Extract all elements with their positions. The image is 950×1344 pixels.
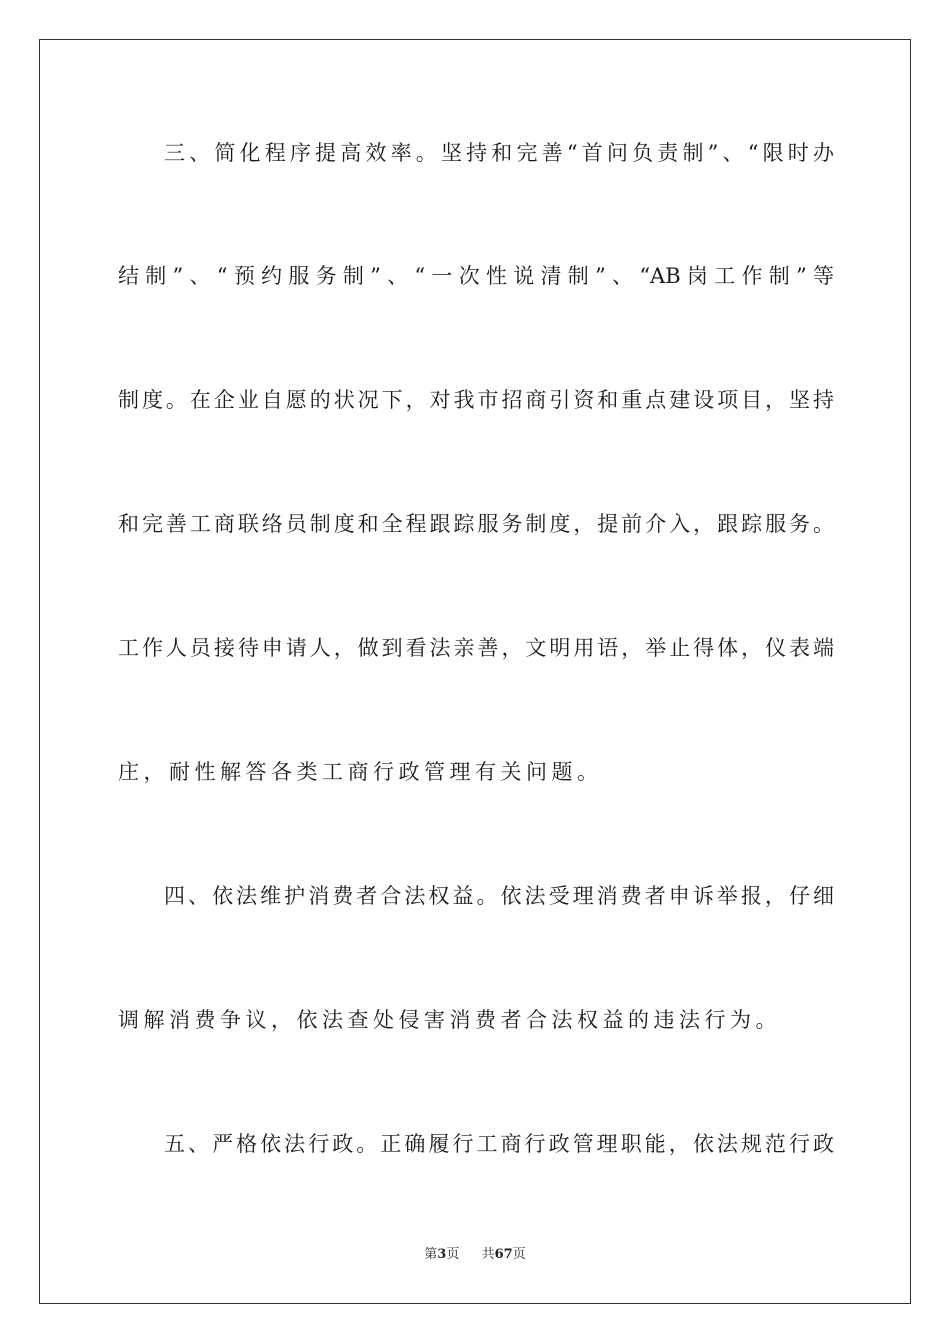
paragraph-line: 庄，耐性解答各类工商行政管理有关问题。 (118, 760, 603, 784)
total-pages-label (482, 1246, 526, 1264)
total-suffix: 页 (512, 1247, 526, 1262)
total-prefix: 共 (481, 1247, 495, 1262)
page-number: 3 (437, 1247, 447, 1262)
paragraph-line: 四、依法维护消费者合法权益。依法受理消费者申诉举报，仔细 (164, 884, 834, 908)
paragraph-line: 制度。在企业自愿的状况下，对我市招商引资和重点建设项目，坚持 (118, 388, 834, 412)
page-footer (0, 1246, 950, 1264)
paragraph-line: 调解消费争议，依法查处侵害消费者合法权益的违法行为。 (118, 1008, 781, 1032)
page-label (424, 1246, 459, 1264)
paragraph-line: 结制”、“预约服务制”、“一次性说清制”、“AB岗工作制”等 (118, 264, 834, 288)
paragraph-line: 五、严格依法行政。正确履行工商行政管理职能，依法规范行政 (164, 1132, 834, 1156)
page-suffix: 页 (446, 1247, 460, 1262)
paragraph-line: 三、简化程序提高效率。坚持和完善“首问负责制”、“限时办 (164, 141, 834, 165)
paragraph-line: 和完善工商联络员制度和全程跟踪服务制度，提前介入，跟踪服务。 (118, 512, 834, 536)
page-prefix: 第 (424, 1247, 438, 1262)
total-pages: 67 (494, 1247, 513, 1262)
page-border (39, 39, 911, 1304)
paragraph-line: 工作人员接待申请人，做到看法亲善，文明用语，举止得体，仪表端 (118, 636, 834, 660)
